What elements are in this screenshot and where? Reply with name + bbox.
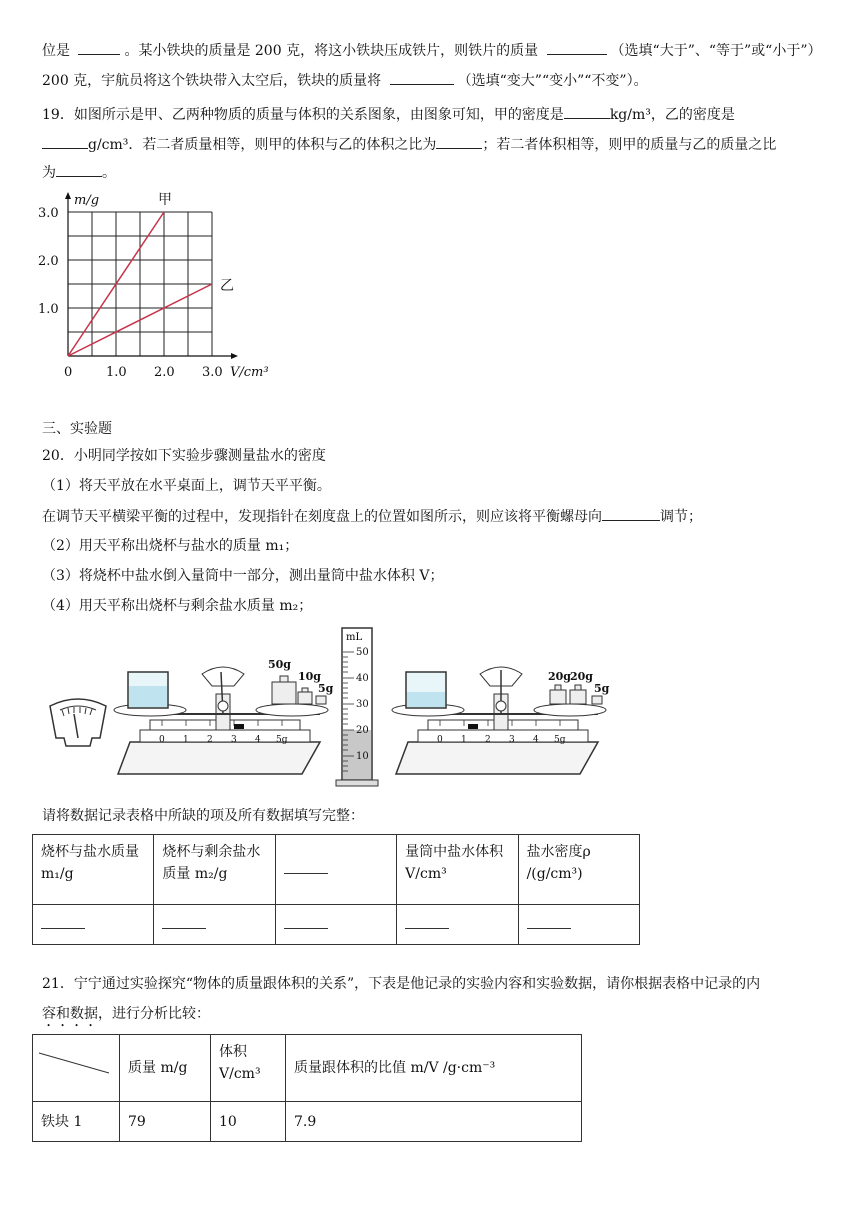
- weight-20g: [570, 690, 586, 704]
- table-header: 体积 V/cm³: [211, 1035, 286, 1102]
- weight-label: 10g: [298, 670, 321, 683]
- rider-tick: 2: [485, 735, 491, 745]
- y-axis-arrow: [65, 192, 71, 199]
- section-heading: 三、实验题: [42, 421, 112, 437]
- table-row: [33, 1102, 582, 1142]
- weight-20g: [550, 690, 566, 704]
- q20-data-table: [32, 834, 640, 945]
- table-cell: 79: [120, 1102, 211, 1142]
- pointer-dial: [50, 699, 106, 746]
- rider-tick: 2: [207, 735, 213, 745]
- q20-step4: （4）用天平称出烧杯与剩余盐水质量 m₂；: [42, 598, 313, 614]
- weight-label: 5g: [318, 682, 334, 695]
- cylinder-tick: 20: [356, 725, 369, 736]
- y-tick-label: 2.0: [38, 254, 59, 269]
- table-header: 质量跟体积的比值 m/V /g·cm⁻³: [286, 1035, 582, 1102]
- balance-figure: [40, 624, 720, 794]
- table-cell-blank[interactable]: [275, 905, 396, 945]
- rider-tick: 4: [533, 735, 539, 745]
- rider-tick: 3: [231, 735, 237, 745]
- table-cell-blank[interactable]: [518, 905, 639, 945]
- table-cell: 10: [211, 1102, 286, 1142]
- answer-blank[interactable]: [602, 506, 660, 521]
- rider-tick: 4: [255, 735, 261, 745]
- weight-5g: [316, 696, 326, 704]
- cylinder-tick: 10: [356, 751, 369, 762]
- rider-tick: 0: [437, 735, 443, 745]
- balance-right: [392, 667, 610, 774]
- y-axis-label: m/g: [74, 193, 100, 208]
- mass-volume-chart: [36, 188, 286, 388]
- weight-label: 20g: [548, 670, 571, 683]
- cylinder-tick: 30: [356, 699, 369, 710]
- table-cell-blank[interactable]: [33, 905, 154, 945]
- q19-line1: 19．如图所示是甲、乙两种物质的质量与体积的关系图象，由图象可知，甲的密度是 kg/m³，乙的密度是: [42, 104, 735, 125]
- table-header: 量筒中盐水体积 V/cm³: [397, 835, 518, 905]
- rider-tick: 1: [461, 735, 467, 745]
- q21-line1: 21．宁宁通过实验探究“物体的质量跟体积的关系”，下表是他记录的实验内容和实验数据，请你根据表格中记录的内: [42, 976, 761, 992]
- q19-line3: 为 。: [42, 162, 116, 183]
- table-header: 质量 m/g: [120, 1035, 211, 1102]
- q18-line1: 位是 。某小铁块的质量是 200 克，将这小铁块压成铁片，则铁片的质量 （选填“大于”、“等于”或“小于”）: [42, 40, 821, 61]
- cylinder-tick: 40: [356, 673, 369, 684]
- x-tick-label: 2.0: [154, 365, 175, 380]
- table-row: [33, 835, 640, 905]
- q20-step3: （3）将烧杯中盐水倒入量筒中一部分，测出量筒中盐水体积 V；: [42, 568, 444, 584]
- y-tick-label: 1.0: [38, 302, 59, 317]
- x-tick-label: 0: [64, 365, 73, 380]
- cylinder-tick: 50: [356, 647, 369, 658]
- rider-tick: 5g: [276, 735, 288, 745]
- q20-title: 20．小明同学按如下实验步骤测量盐水的密度: [42, 448, 326, 464]
- q20-step2: （2）用天平称出烧杯与盐水的质量 m₁；: [42, 538, 299, 554]
- q20-step1-note: 在调节天平横梁平衡的过程中，发现指针在刻度盘上的位置如图所示，则应该将平衡螺母向 调节；: [42, 506, 702, 527]
- chart-labels: [38, 192, 269, 380]
- chart-grid: [68, 212, 212, 356]
- table-cell-blank[interactable]: [397, 905, 518, 945]
- rider-tick: 5g: [554, 735, 566, 745]
- answer-blank[interactable]: [78, 40, 120, 55]
- answer-blank[interactable]: [42, 134, 88, 149]
- table-header-blank[interactable]: [275, 835, 396, 905]
- table-cell: 7.9: [286, 1102, 582, 1142]
- diagonal-header-cell: [33, 1035, 120, 1102]
- q20-table-prompt: 请将数据记录表格中所缺的项及所有数据填写完整：: [42, 808, 364, 824]
- y-tick-label: 3.0: [38, 206, 59, 221]
- table-header: 烧杯与剩余盐水质量 m₂/g: [154, 835, 275, 905]
- x-axis-arrow: [231, 353, 238, 359]
- q19-line2: g/cm³．若二者质量相等，则甲的体积与乙的体积之比为 ；若二者体积相等，则甲的质量与乙的质量之比: [42, 134, 776, 155]
- q21-line2: 容和数据，进行分析比较：: [42, 1006, 210, 1022]
- answer-blank[interactable]: [390, 70, 454, 85]
- weight-label: 5g: [594, 682, 610, 695]
- answer-blank[interactable]: [436, 134, 482, 149]
- table-cell: 铁块 1: [33, 1102, 120, 1142]
- cylinder-unit: mL: [346, 632, 363, 643]
- series-label: 甲: [158, 192, 172, 208]
- rider-tick: 0: [159, 735, 165, 745]
- weight-label: 50g: [268, 658, 291, 671]
- q21-data-table: [32, 1034, 582, 1142]
- answer-blank[interactable]: [56, 162, 102, 177]
- q20-step1: （1）将天平放在水平桌面上，调节天平平衡。: [42, 478, 331, 494]
- balance-left: [114, 658, 334, 774]
- table-cell-blank[interactable]: [154, 905, 275, 945]
- table-header: 烧杯与盐水质量 m₁/g: [33, 835, 154, 905]
- weight-50g: [272, 682, 296, 704]
- rider[interactable]: [234, 724, 244, 729]
- weight-label: 20g: [570, 670, 593, 683]
- table-row: [33, 1035, 582, 1102]
- x-tick-label: 1.0: [106, 365, 127, 380]
- weight-10g: [298, 692, 312, 704]
- weight-5g: [592, 696, 602, 704]
- q18-line2: 200 克，宇航员将这个铁块带入太空后，铁块的质量将 （选填“变大”“变小”“不变”）。: [42, 70, 648, 91]
- measuring-cylinder: [336, 628, 378, 786]
- table-row: [33, 905, 640, 945]
- x-axis-label: V/cm³: [230, 365, 269, 380]
- x-tick-label: 3.0: [202, 365, 223, 380]
- series-label: 乙: [220, 278, 234, 294]
- rider-tick: 3: [509, 735, 515, 745]
- answer-blank[interactable]: [564, 104, 610, 119]
- table-header: 盐水密度ρ /(g/cm³): [518, 835, 639, 905]
- rider[interactable]: [468, 724, 478, 729]
- answer-blank[interactable]: [547, 40, 607, 55]
- rider-tick: 1: [183, 735, 189, 745]
